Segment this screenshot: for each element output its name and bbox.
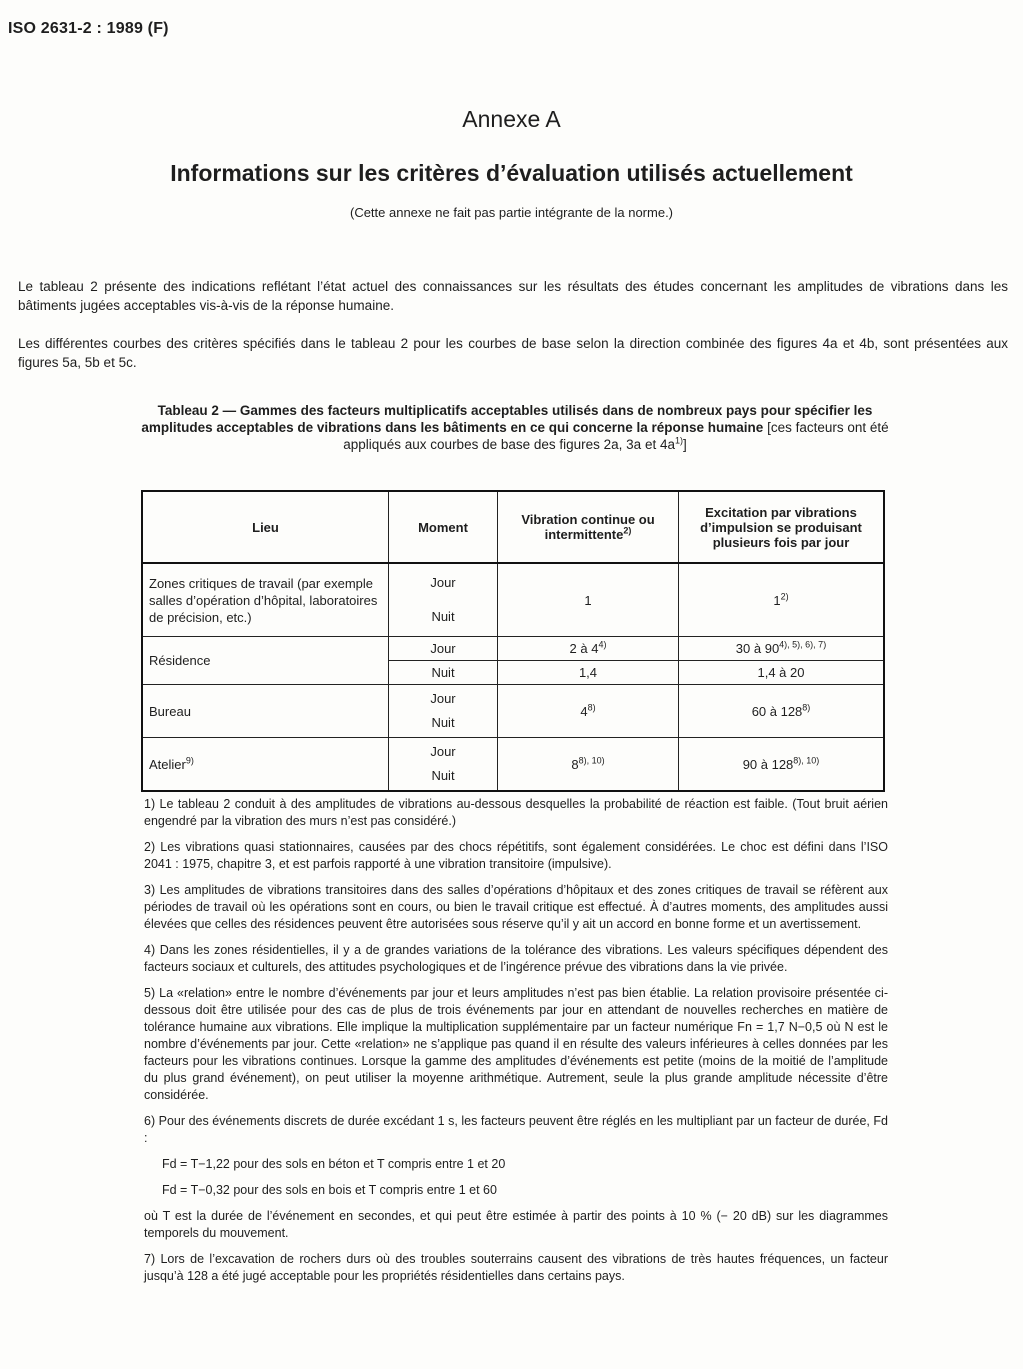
cell-vibration xyxy=(498,563,679,637)
cell-excitation xyxy=(679,637,885,661)
criteria-table xyxy=(141,490,885,792)
note-6-continuation: où T est la durée de l’événement en secondes, et qui peut être estimée à partir des points à 10 % (− 20 dB) sur les diagrammes temporels du mouvement. xyxy=(144,1209,888,1240)
excitation-value: 1 xyxy=(773,592,781,608)
cell-vibration xyxy=(498,637,679,661)
moment-jour: Jour xyxy=(430,744,456,759)
formula-concrete: Fd = T−1,22 pour des sols en béton et T compris entre 1 et 20 xyxy=(162,1157,506,1171)
excitation-ref: 2) xyxy=(780,591,789,602)
excitation-value: 90 à 128 xyxy=(742,756,794,772)
annex-title: Annexe A xyxy=(462,106,561,132)
header-vibration xyxy=(498,491,679,563)
header-lieu: Lieu xyxy=(142,491,389,563)
table-caption-ref: 1) xyxy=(674,435,683,446)
table-caption-end: ] xyxy=(682,437,687,452)
table-caption xyxy=(140,402,890,453)
cell-excitation xyxy=(679,563,885,637)
vibration-ref: 8) xyxy=(587,702,596,713)
cell-moment: Jour xyxy=(389,637,498,661)
vibration-ref: 4) xyxy=(598,639,607,650)
cell-moment xyxy=(389,738,498,792)
header-vibration-label: Vibration continue ou intermittente xyxy=(521,512,655,542)
excitation-ref: 8), 10) xyxy=(793,755,820,766)
lieu-label: Atelier xyxy=(149,756,186,772)
moment-jour: Jour xyxy=(430,691,456,706)
cell-lieu: Résidence xyxy=(142,637,389,685)
cell-moment xyxy=(389,685,498,738)
formula-wood: Fd = T−0,32 pour des sols en bois et T compris entre 1 et 60 xyxy=(162,1183,497,1197)
cell-vibration: 1,4 xyxy=(498,661,679,685)
header-excitation: Excitation par vibrations d’impulsion se produisant plusieurs fois par jour xyxy=(679,491,885,563)
note-6: 6) Pour des événements discrets de durée excédant 1 s, les facteurs peuvent être réglés en les multipliant par un facteur de durée, Fd : xyxy=(144,1114,888,1145)
table-row xyxy=(142,563,884,637)
table-header-row xyxy=(142,491,884,563)
cell-vibration xyxy=(498,738,679,792)
cell-excitation xyxy=(679,685,885,738)
note-1: 1) Le tableau 2 conduit à des amplitudes de vibrations au-dessous desquelles la probabilité de réaction est faible. (Tout bruit aérien engendré par la vibration des murs n’est pas considéré.) xyxy=(144,797,888,828)
moment-nuit: Nuit xyxy=(431,609,455,624)
cell-lieu: Bureau xyxy=(142,685,389,738)
excitation-ref: 4), 5), 6), 7) xyxy=(779,639,827,650)
table-row xyxy=(142,637,884,661)
note-7: 7) Lors de l’excavation de rochers durs où des troubles souterrains causent des vibrations de très hautes fréquences, un facteur jusqu’à 128 a été jugé acceptable pour les propriétés résidentielles dans certains pays. xyxy=(144,1252,888,1283)
vibration-value: 8 xyxy=(571,756,579,772)
intro-paragraph-1: Le tableau 2 présente des indications reflétant l’état actuel des connaissances sur les résultats des études concernant les amplitudes de vibrations dans les bâtiments jugées acceptables vis-à-vis de la réponse humaine. xyxy=(18,279,1008,313)
note-5: 5) La «relation» entre le nombre d’événements par jour et leurs amplitudes n’est pas bien établie. La relation provisoire présentée ci-dessous doit être utilisée pour des cas de plus de trois événements par jour en attendant de nouvelles recherches en matière de tolérance humaine aux vibrations. Elle implique la multiplication supplémentaire par un facteur numérique Fn = 1,7 N−0,5 où N est le nombre d’événements par jour. Cette «relation» ne s’applique pas quand il en résulte des valeurs inférieures à celles données par les facteurs pour les vibrations continues. Lorsque la gamme des amplitudes d’événements est petite (moins de la moitié de l’amplitude du plus grand événement), on peut utiliser la moyenne arithmétique. Autrement, seule la plus grande amplitude nécessite d’être considérée. xyxy=(144,986,888,1102)
header-vibration-ref: 2) xyxy=(623,525,632,536)
document-id: ISO 2631-2 : 1989 (F) xyxy=(8,20,169,37)
cell-excitation xyxy=(679,738,885,792)
lieu-ref: 9) xyxy=(185,755,194,766)
vibration-ref: 8), 10) xyxy=(578,755,605,766)
excitation-value: 60 à 128 xyxy=(751,703,803,719)
cell-lieu xyxy=(142,738,389,792)
cell-moment xyxy=(389,563,498,637)
note-2: 2) Les vibrations quasi stationnaires, causées par des chocs répétitifs, sont également considérées. Le choc est défini dans l’ISO 2041 : 1975, chapitre 3, et est parfois rapporté à une vibration transitoire (impulsive). xyxy=(144,840,888,871)
cell-vibration xyxy=(498,685,679,738)
table-caption-title: Tableau 2 — Gammes des facteurs multiplicatifs acceptables utilisés dans de nombreux pays pour spécifier les amplitudes acceptables de vibrations dans les bâtiments en ce qui concerne la réponse humaine xyxy=(141,403,873,435)
vibration-value: 2 à 4 xyxy=(569,641,599,656)
table-notes xyxy=(144,796,888,1294)
header-moment: Moment xyxy=(389,491,498,563)
cell-excitation: 1,4 à 20 xyxy=(679,661,885,685)
table-caption-detail: [ces facteurs ont été appliqués aux courbes de base des figures 2a, 3a et 4a xyxy=(343,420,889,452)
intro-paragraph-2: Les différentes courbes des critères spécifiés dans le tableau 2 pour les courbes de base selon la direction combinée des figures 4a et 4b, sont présentées aux figures 5a, 5b et 5c. xyxy=(18,336,1008,370)
note-3: 3) Les amplitudes de vibrations transitoires dans des salles d’opérations d’hôpitaux et des zones critiques de travail se réfèrent aux périodes de travail où les opérations sont en cours, ou bien le travail critique est effectué. À d’autres moments, des amplitudes aussi élevées que celles des résidences peuvent être autorisées sous réserve qu’il y ait un accord en bonne forme et un avertissement. xyxy=(144,883,888,931)
cell-moment: Nuit xyxy=(389,661,498,685)
table-row xyxy=(142,685,884,738)
note-4: 4) Dans les zones résidentielles, il y a de grandes variations de la tolérance des vibrations. Les valeurs spécifiques dépendent des facteurs sociaux et culturels, des attitudes psychologiques et de l’ingérence prévue des vibrations dans la vie privée. xyxy=(144,943,888,974)
excitation-value: 30 à 90 xyxy=(735,641,780,656)
vibration-value: 1 xyxy=(584,592,592,608)
table-row xyxy=(142,738,884,792)
cell-lieu: Zones critiques de travail (par exemple salles d’opération d’hôpital, laboratoires de précision, etc.) xyxy=(142,563,389,637)
moment-nuit: Nuit xyxy=(431,715,455,730)
moment-jour: Jour xyxy=(430,575,456,590)
annex-note: (Cette annexe ne fait pas partie intégrante de la norme.) xyxy=(349,205,674,220)
moment-nuit: Nuit xyxy=(431,768,455,783)
excitation-ref: 8) xyxy=(802,702,811,713)
annex-subtitle: Informations sur les critères d’évaluation utilisés actuellement xyxy=(170,160,853,186)
vibration-value: 4 xyxy=(580,703,588,719)
